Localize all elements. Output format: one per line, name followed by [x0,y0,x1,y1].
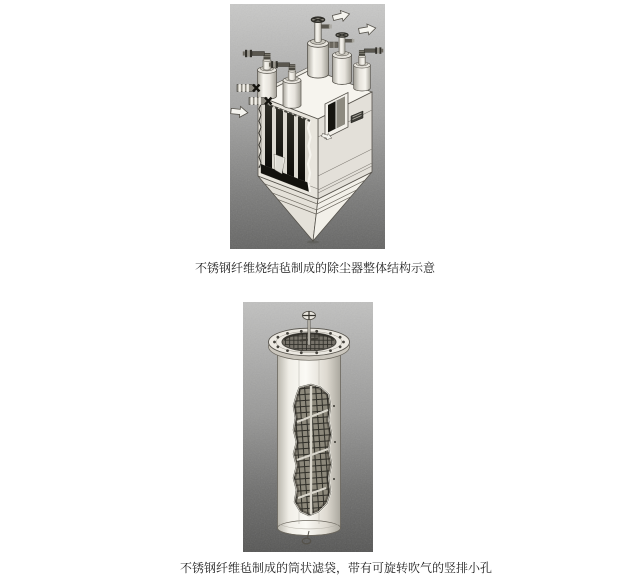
figure-caption-dust-collector: 不锈钢纤维烧结毡制成的除尘器整体结构示意 [194,261,436,275]
filter-tube [298,117,305,182]
filter-bag-illustration [243,302,373,552]
dust-collector-illustration [230,4,385,249]
filter-tube [265,104,272,169]
figure-filter-bag [243,302,373,552]
figure-caption-filter-bag: 不锈钢纤维毡制成的筒状滤袋，带有可旋转吹气的竖排小孔 [179,561,493,575]
figure-dust-collector [230,4,385,249]
filter-tube [287,112,294,177]
